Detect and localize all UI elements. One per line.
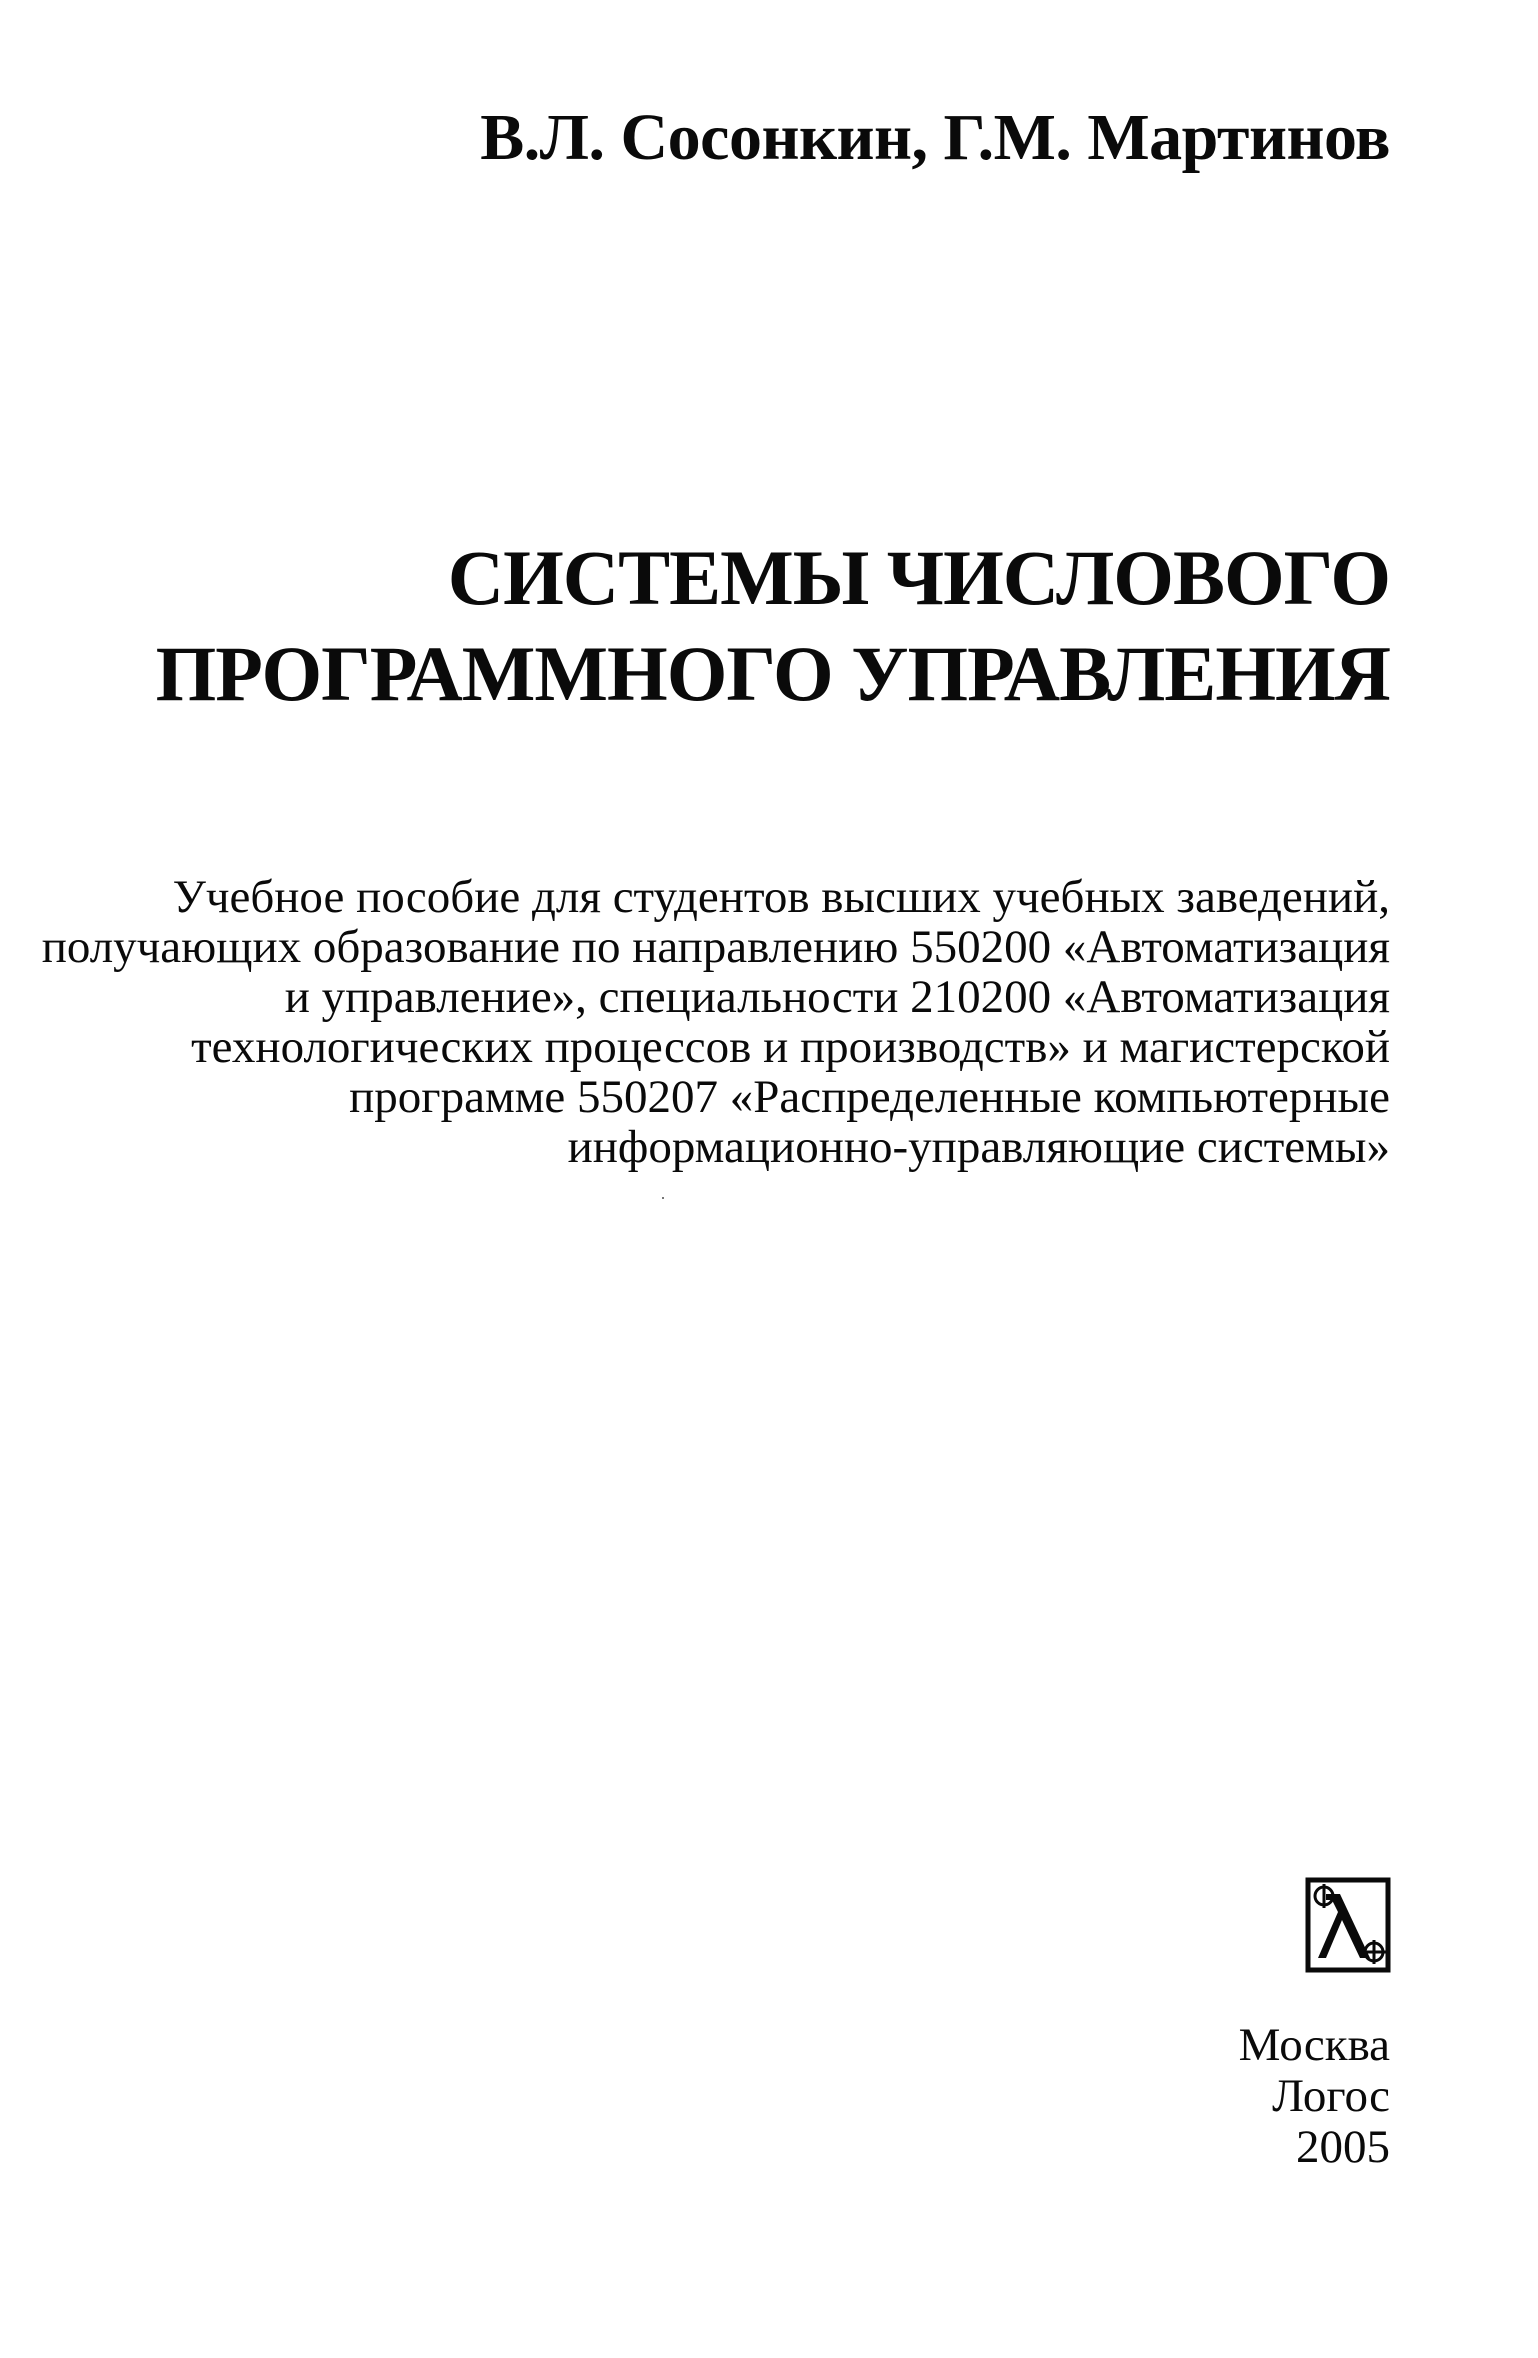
book-description — [42, 872, 1390, 1172]
book-title — [156, 530, 1390, 722]
book-title-line: СИСТЕМЫ ЧИСЛОВОГО — [447, 534, 1390, 621]
description-line: программе 550207 «Распределенные компьютерные — [349, 1071, 1390, 1123]
publisher-name: Логос — [1272, 2070, 1390, 2122]
imprint — [1239, 2020, 1390, 2173]
description-line: Учебное пособие для студентов высших учебных заведений, — [172, 871, 1390, 923]
description-line: получающих образование по направлению 550200 «Автоматизация — [41, 921, 1390, 973]
description-line: и управление», специальности 210200 «Автоматизация — [284, 971, 1390, 1023]
book-title-line: ПРОГРАММНОГО УПРАВЛЕНИЯ — [155, 630, 1390, 717]
publisher-city: Москва — [1238, 2019, 1390, 2071]
lambda-publisher-logo-icon — [1304, 1876, 1392, 1974]
publication-year: 2005 — [1296, 2121, 1390, 2173]
authors: В.Л. Сосонкин, Г.М. Мартинов — [480, 101, 1390, 174]
description-line: информационно-управляющие системы» — [567, 1121, 1390, 1173]
description-line: технологических процессов и производств» и магистерской — [191, 1021, 1390, 1073]
scan-speck — [662, 1197, 664, 1199]
